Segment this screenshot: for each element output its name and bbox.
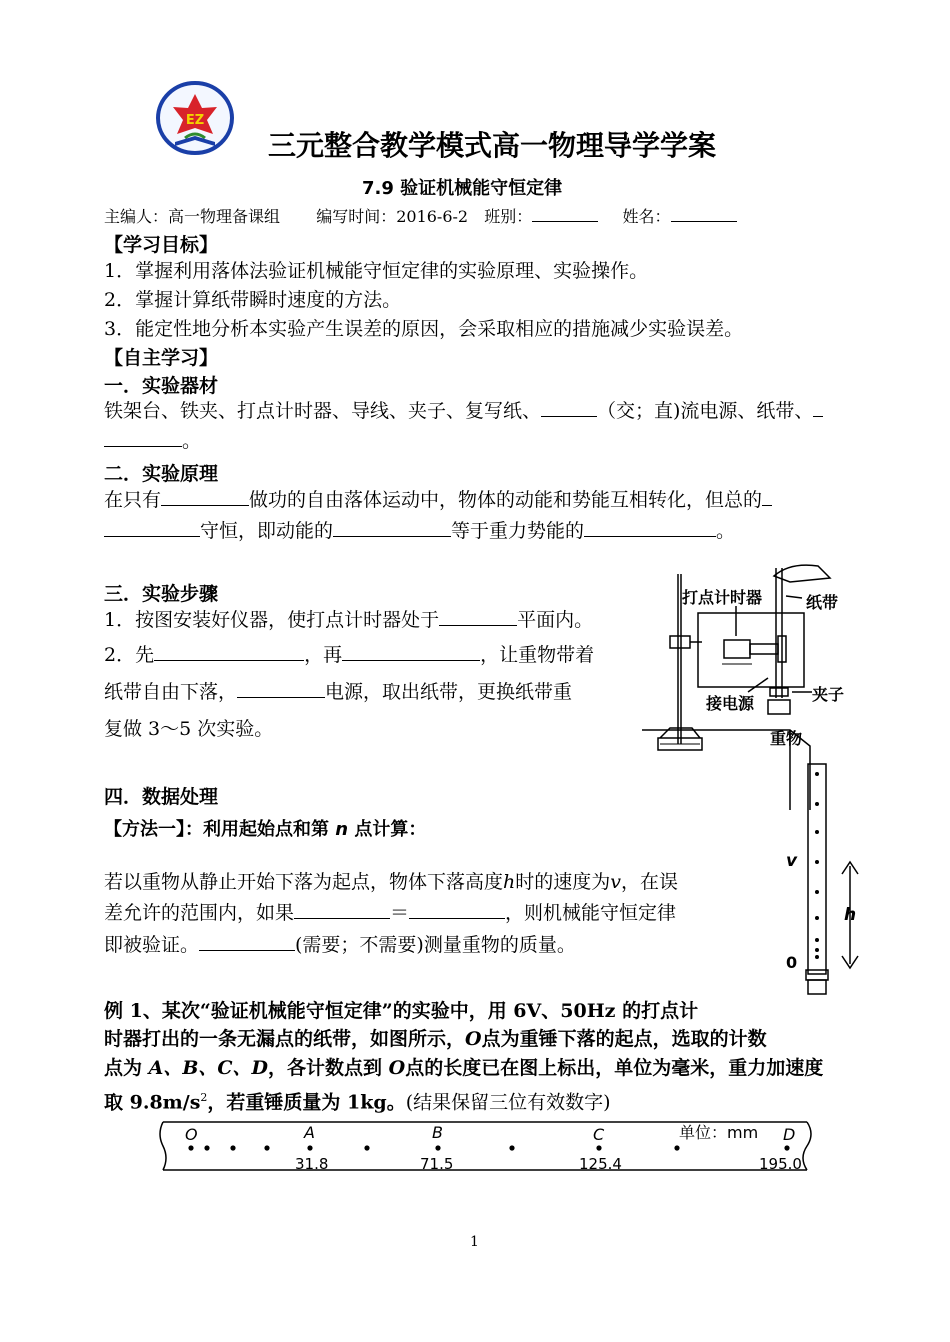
example-line-3: 点为 A、B、C、D，各计数点到 O点的长度已在图上标出，单位为毫米，重力加速度 xyxy=(104,1057,824,1079)
method-line-2: 差允许的范围内，如果 ＝ ，则机械能守恒定律 xyxy=(104,898,676,929)
fill-blank xyxy=(584,516,716,537)
fill-blank xyxy=(104,516,200,537)
class-label: 班别： xyxy=(484,207,533,226)
strip-value-C: 125.4 xyxy=(579,1155,622,1173)
point-C xyxy=(596,1145,601,1150)
strip-value-B: 71.5 xyxy=(420,1155,454,1173)
fill-blank xyxy=(541,396,597,417)
label-tape: 纸带 xyxy=(806,593,839,612)
strip-label-D: D xyxy=(783,1125,796,1144)
steps-heading: 三．实验步骤 xyxy=(104,583,219,605)
fill-blank xyxy=(237,677,325,698)
page-number: 1 xyxy=(470,1234,479,1250)
point-A xyxy=(307,1145,312,1150)
label-clip: 夹子 xyxy=(812,685,845,704)
fill-blank xyxy=(813,396,823,417)
label-v: v xyxy=(786,851,798,871)
class-blank xyxy=(532,205,598,222)
example-line-1: 例 1、某次“验证机械能守恒定律”的实验中，用 6V、50Hz 的打点计 xyxy=(104,1000,699,1022)
method-line-1: 若以重物从静止开始下落为起点，物体下落高度h时的速度为v，在误 xyxy=(104,871,679,893)
date-info: 编写时间：2016-6-2 xyxy=(316,207,469,226)
fill-blank xyxy=(762,485,772,506)
vertical-tape-figure xyxy=(778,760,868,1006)
label-zero: 0 xyxy=(786,953,798,972)
page-title: 三元整合教学模式高一物理导学学案 xyxy=(268,129,717,162)
goals-heading: 【学习目标】 xyxy=(104,234,219,256)
strip-label-O: O xyxy=(185,1125,198,1144)
strip-value-A: 31.8 xyxy=(295,1155,329,1173)
label-power: 接电源 xyxy=(706,694,755,713)
method-line-3: 即被验证。 (需要；不需要)测量重物的质量。 xyxy=(104,930,576,961)
equipment-line-2: 。 xyxy=(104,426,201,457)
principle-heading: 二．实验原理 xyxy=(104,463,219,485)
step-line: 纸带自由下落， 电源，取出纸带，更换纸带重 xyxy=(104,677,572,708)
fill-blank xyxy=(199,930,295,951)
principle-line-2: 守恒，即动能的 等于重力势能的 。 xyxy=(104,516,735,547)
example-line-2: 时器打出的一条无漏点的纸带，如图所示，O点为重锤下落的起点，选取的计数 xyxy=(104,1028,767,1050)
fill-blank xyxy=(439,605,517,626)
fill-blank xyxy=(104,426,182,447)
strip-label-B: B xyxy=(432,1123,443,1142)
data-processing-heading: 四．数据处理 xyxy=(104,786,219,808)
fill-blank xyxy=(294,898,390,919)
lesson-subtitle: 7.9 验证机械能守恒定律 xyxy=(362,178,563,199)
equipment-line-1: 铁架台、铁夹、打点计时器、导线、夹子、复写纸、 （交；直)流电源、纸带、 xyxy=(104,396,823,427)
fill-blank xyxy=(161,485,249,506)
goal-item: 1．掌握利用落体法验证机械能守恒定律的实验原理、实验操作。 xyxy=(104,260,649,282)
step-line: 1．按图安装好仪器，使打点计时器处于 平面内。 xyxy=(104,605,593,636)
editor-info: 主编人：高一物理备课组 xyxy=(104,207,281,226)
point-D xyxy=(784,1145,789,1150)
step-line: 2．先 ，再 ，让重物带着 xyxy=(104,640,594,671)
goal-item: 3．能定性地分析本实验产生误差的原因，会采取相应的措施减少实验误差。 xyxy=(104,318,744,340)
label-h: h xyxy=(844,905,857,925)
example-line-4: 取 $9.8m/s^2$，若重锤质量为 1kg。(结果保留三位有效数字) xyxy=(104,1091,611,1114)
fill-blank xyxy=(333,516,451,537)
name-blank xyxy=(671,205,737,222)
strip-unit: 单位：mm xyxy=(679,1123,759,1142)
strip-value-D: 195.0 xyxy=(759,1155,802,1173)
meta-line xyxy=(104,204,737,227)
label-timer: 打点计时器 xyxy=(682,588,763,607)
fill-blank xyxy=(342,640,480,661)
equipment-heading: 一．实验器材 xyxy=(104,375,219,397)
fill-blank xyxy=(154,640,304,661)
label-weight: 重物 xyxy=(770,729,803,748)
logo-text: EZ xyxy=(185,113,205,128)
point-B xyxy=(435,1145,440,1150)
name-label: 姓名： xyxy=(622,207,671,226)
method-one-heading: 【方法一】：利用起始点和第 n 点计算： xyxy=(104,819,427,840)
fill-blank xyxy=(409,898,505,919)
goal-item: 2．掌握计算纸带瞬时速度的方法。 xyxy=(104,289,402,311)
principle-line-1: 在只有 做功的自由落体运动中，物体的动能和势能互相转化，但总的 xyxy=(104,485,772,516)
step-line: 复做 3～5 次实验。 xyxy=(104,718,274,740)
strip-label-A: A xyxy=(304,1123,315,1142)
strip-label-C: C xyxy=(593,1125,605,1144)
paper-strip-figure xyxy=(155,1118,825,1178)
self-study-heading: 【自主学习】 xyxy=(104,347,219,369)
school-logo xyxy=(155,80,235,158)
